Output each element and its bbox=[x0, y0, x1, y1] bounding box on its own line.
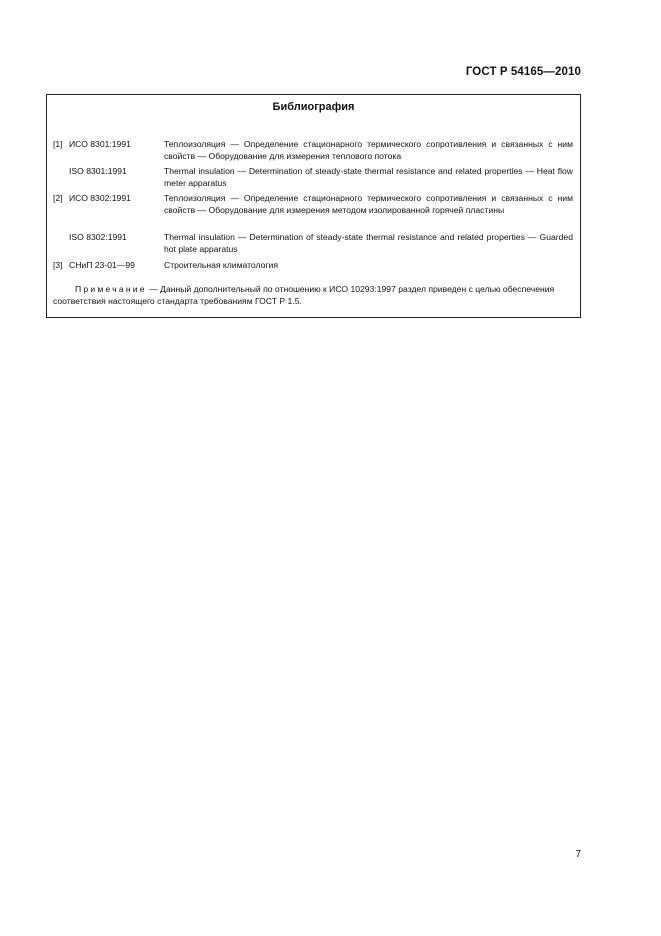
bibliography-entry-3 bbox=[53, 260, 573, 272]
bibliography-title: Библиография bbox=[272, 101, 355, 113]
note-label: Примечание bbox=[75, 284, 147, 294]
entry-code: ИСО 8302:1991 bbox=[69, 193, 131, 203]
entry-title: Thermal insulation — Determination of steady-state thermal resistance and related properties — Guarded hot plate apparatus bbox=[164, 232, 573, 254]
entry-title: Строительная климатология bbox=[164, 260, 278, 270]
entry-code: ИСО 8301:1991 bbox=[69, 139, 131, 149]
entry-code: СНиП 23-01—99 bbox=[69, 260, 135, 270]
bibliography-entry-2-en bbox=[53, 232, 573, 255]
document-standard-number: ГОСТ Р 54165—2010 bbox=[465, 66, 581, 78]
entry-code: ISO 8302:1991 bbox=[69, 232, 127, 242]
entry-title: Теплоизоляция — Определение стационарного термического сопротивления и связанных с ним свойств — Оборудование для измерения методом изолированной горячей пластины bbox=[164, 193, 573, 215]
bibliography-note bbox=[53, 283, 573, 307]
entry-title: Thermal insulation — Determination of steady-state thermal resistance and related properties — Heat flow meter apparatus bbox=[164, 166, 573, 188]
bibliography-entry-2-ru bbox=[53, 193, 573, 216]
entry-number: [1] bbox=[53, 139, 63, 149]
entry-number: [2] bbox=[53, 193, 63, 203]
page-number: 7 bbox=[575, 849, 581, 860]
bibliography-entry-1-ru bbox=[53, 139, 573, 162]
bibliography-entry-1-en bbox=[53, 166, 573, 189]
entry-code: ISO 8301:1991 bbox=[69, 166, 127, 176]
entry-title: Теплоизоляция — Определение стационарного термического сопротивления и связанных с ним свойств — Оборудование для измерения теплового потока bbox=[164, 139, 573, 161]
entry-number: [3] bbox=[53, 260, 63, 270]
note-text: — Данный дополнительный по отношению к ИСО 10293:1997 раздел приведен с целью обеспечения соответствия настоящего стандарта требованиям ГОСТ Р 1.5. bbox=[53, 284, 555, 306]
bibliography-box bbox=[46, 94, 581, 318]
